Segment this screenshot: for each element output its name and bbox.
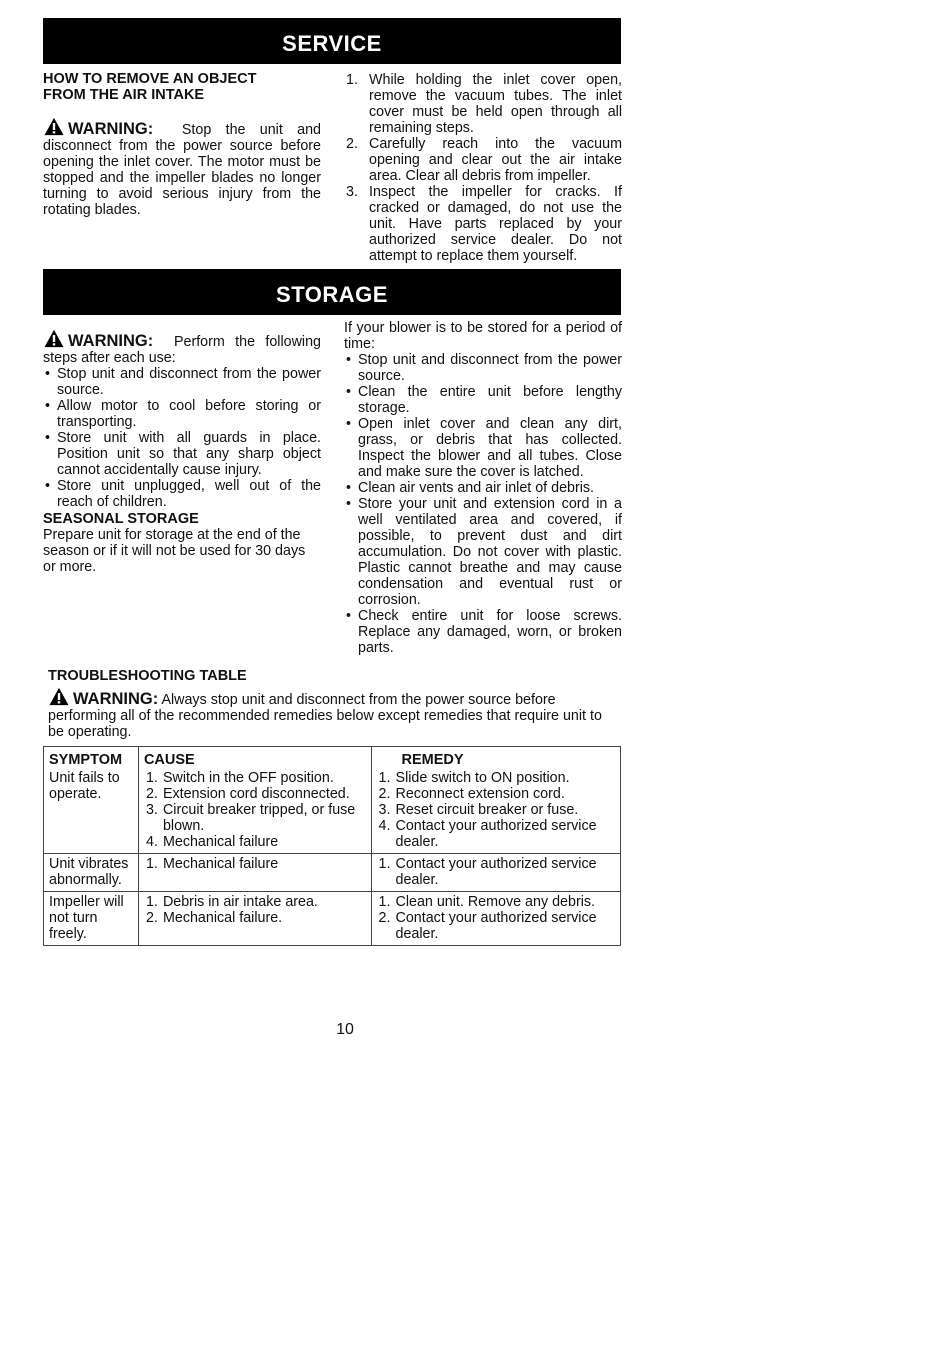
cause-item: [144, 802, 366, 834]
item-text: Switch in the OFF position.: [162, 770, 334, 786]
item-number: 1.: [378, 770, 391, 786]
remedy-item-list: [377, 856, 615, 888]
cause-item-list: [144, 856, 366, 872]
item-text: Mechanical failure: [162, 856, 279, 872]
cause-item: [144, 834, 366, 850]
period-storage-item: • Open inlet cover and clean any dirt, grass, or debris that has collected. Inspect the blower and all tubes. Close and make sure the cover is latched.: [344, 416, 622, 480]
item-text: Clean unit. Remove any debris.: [395, 894, 595, 910]
item-number: 3.: [145, 802, 158, 818]
period-storage-item: • Check entire unit for loose screws. Replace any damaged, worn, or broken parts.: [344, 608, 622, 656]
item-number: 1.: [145, 894, 158, 910]
page-number: 10: [336, 1021, 354, 1038]
symptom-cell: Unit vibrates abnormally.: [44, 854, 139, 892]
remedy-item: [377, 894, 615, 910]
after-use-item: • Store unit with all guards in place. Position unit so that any sharp object cannot accidentally cause injury.: [43, 430, 321, 478]
cause-cell: [138, 892, 371, 946]
after-use-item: • Stop unit and disconnect from the power source.: [43, 366, 321, 398]
cause-item: [144, 856, 366, 872]
item-number: 2.: [145, 910, 158, 926]
column-header-symptom: SYMPTOM: [44, 747, 139, 769]
table-header-row: [44, 747, 621, 769]
warning-triangle-icon: [43, 329, 65, 348]
after-use-item: • Allow motor to cool before storing or transporting.: [43, 398, 321, 430]
seasonal-storage-heading: SEASONAL STORAGE: [43, 511, 199, 527]
item-text: Contact your authorized service dealer.: [395, 856, 597, 888]
period-storage-list: [344, 352, 622, 656]
service-step: [344, 136, 622, 184]
cause-cell: [138, 768, 371, 854]
period-storage-item: • Clean air vents and air inlet of debris.: [344, 480, 622, 496]
step-number: 2.: [346, 136, 358, 152]
cause-item: [144, 894, 366, 910]
cause-item: [144, 770, 366, 786]
service-step: [344, 184, 622, 264]
service-left-column: [43, 71, 321, 218]
storage-warning: [43, 329, 321, 366]
remedy-cell: [371, 854, 620, 892]
item-number: 4.: [145, 834, 158, 850]
service-right-column: [344, 72, 622, 264]
item-text: Reset circuit breaker or fuse.: [395, 802, 579, 818]
after-use-item: • Store unit unplugged, well out of the reach of children.: [43, 478, 321, 510]
column-header-cause: CAUSE: [138, 747, 371, 769]
item-number: 4.: [378, 818, 391, 834]
table-body: [44, 768, 621, 946]
warning-text: Always stop unit and disconnect from the power source before performing all of the recommended remedies below except remedies that require unit to be operating.: [48, 692, 602, 740]
service-heading: [43, 71, 321, 103]
warning-label: WARNING:: [68, 120, 154, 138]
item-number: 2.: [145, 786, 158, 802]
symptom-cell: Impeller will not turn freely.: [44, 892, 139, 946]
item-text: Extension cord disconnected.: [162, 786, 350, 802]
remedy-cell: [371, 892, 620, 946]
warning-label: WARNING:: [73, 690, 159, 708]
item-number: 2.: [378, 786, 391, 802]
step-text: While holding the inlet cover open, remove the vacuum tubes. The inlet cover must be held open through all remaining steps.: [369, 72, 622, 136]
remedy-item: [377, 802, 615, 818]
column-header-remedy: REMEDY: [371, 747, 620, 769]
remedy-item: [377, 818, 615, 850]
step-text: Carefully reach into the vacuum opening and clear out the air intake area. Clear all debris from impeller.: [369, 136, 622, 184]
storage-banner: STORAGE: [43, 269, 621, 315]
remedy-item-list: [377, 894, 615, 942]
item-text: Circuit breaker tripped, or fuse blown.: [162, 802, 356, 834]
cause-item: [144, 910, 366, 926]
service-step: [344, 72, 622, 136]
troubleshooting-table: [43, 746, 621, 946]
item-text: Debris in air intake area.: [162, 894, 318, 910]
item-number: 3.: [378, 802, 391, 818]
item-text: Slide switch to ON position.: [395, 770, 570, 786]
item-text: Reconnect extension cord.: [395, 786, 565, 802]
item-text: Contact your authorized service dealer.: [395, 910, 597, 942]
table-row: [44, 854, 621, 892]
item-text: Mechanical failure: [162, 834, 279, 850]
step-text: Inspect the impeller for cracks. If cracked or damaged, do not use the unit. Have parts replaced by your authorized service dealer. Do not attempt to replace them yourself.: [369, 184, 622, 264]
service-banner: SERVICE: [43, 18, 621, 64]
symptom-cell: Unit fails to operate.: [44, 768, 139, 854]
after-use-list: [43, 366, 321, 510]
item-text: Mechanical failure.: [162, 910, 283, 926]
troubleshooting-warning: [48, 687, 608, 740]
item-number: 1.: [145, 856, 158, 872]
table-row: [44, 892, 621, 946]
warning-text: Stop the unit and disconnect from the power source before opening the inlet cover. The motor must be stopped and the impeller blades no longer turning to avoid serious injury from the rotating blades.: [43, 122, 321, 218]
seasonal-storage-text: Prepare unit for storage at the end of the season or if it will not be used for 30 days or more.: [43, 527, 306, 575]
troubleshooting-section: [48, 668, 608, 740]
storage-left-column: [43, 329, 321, 575]
troubleshooting-heading: TROUBLESHOOTING TABLE: [48, 668, 247, 684]
warning-triangle-icon: [48, 687, 70, 706]
step-number: 3.: [346, 184, 358, 200]
period-storage-item: • Store your unit and extension cord in a well ventilated area and covered, if possible, to prevent dust and dirt accumulation. Do not cover with plastic. Plastic cannot breathe and may cause condensation and eventual rust or corrosion.: [344, 496, 622, 608]
table-row: [44, 768, 621, 854]
remedy-item: [377, 786, 615, 802]
cause-cell: [138, 854, 371, 892]
period-intro: If your blower is to be stored for a period of time:: [344, 320, 622, 352]
service-heading-line: HOW TO REMOVE AN OBJECT: [43, 71, 257, 87]
remedy-item-list: [377, 770, 615, 850]
service-warning: [43, 117, 321, 218]
period-storage-item: • Clean the entire unit before lengthy storage.: [344, 384, 622, 416]
item-number: 1.: [378, 894, 391, 910]
item-number: 2.: [378, 910, 391, 926]
warning-text: Perform the following steps after each use:: [43, 334, 321, 366]
cause-item: [144, 786, 366, 802]
warning-label: WARNING:: [68, 332, 154, 350]
remedy-item: [377, 910, 615, 942]
item-text: Contact your authorized service dealer.: [395, 818, 597, 850]
warning-triangle-icon: [43, 117, 65, 136]
period-storage-item: • Stop unit and disconnect from the power source.: [344, 352, 622, 384]
remedy-item: [377, 856, 615, 888]
remedy-item: [377, 770, 615, 786]
storage-right-column: [344, 320, 622, 656]
remedy-cell: [371, 768, 620, 854]
service-steps: [344, 72, 622, 264]
step-number: 1.: [346, 72, 358, 88]
item-number: 1.: [378, 856, 391, 872]
cause-item-list: [144, 894, 366, 926]
service-heading-line: FROM THE AIR INTAKE: [43, 87, 205, 103]
cause-item-list: [144, 770, 366, 850]
item-number: 1.: [145, 770, 158, 786]
